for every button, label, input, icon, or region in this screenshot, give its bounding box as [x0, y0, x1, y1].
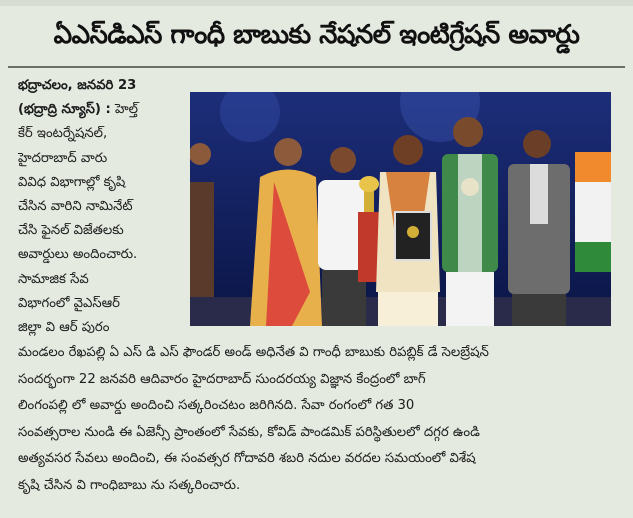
body-line: సందర్భంగా 22 జనవరి ఆదివారం హైదరాబాద్ సుందరయ్య విజ్ఞాన కేంద్రంలో బాగ్ — [18, 371, 426, 387]
lead-first-line — [18, 98, 186, 122]
previous-item-strip — [0, 0, 633, 6]
lead-line: చేసి ఫైనల్ విజేతలకు — [18, 223, 124, 239]
lead-line: విభాగంలో వైఎస్ఆర్ — [18, 295, 121, 311]
award-ceremony-photo — [190, 92, 611, 326]
body-line: అత్యవసర సేవలు అందించి, ఈ సంవత్సర గోదావరి శబరి నదుల వరదల సమయంలో విశేష — [18, 451, 476, 466]
article-body — [18, 340, 621, 499]
lead-line: వివిధ విభాగాల్లో కృషి — [18, 174, 126, 190]
lead-line: జిల్లా వి ఆర్ పురం — [18, 320, 110, 336]
lead-line: హెల్త్ — [115, 102, 138, 118]
lead-line: హైదరాబాద్ వారు — [18, 150, 108, 166]
headline-divider — [8, 66, 625, 68]
lead-line: చేసిన వారిని నామినేట్ — [18, 199, 133, 215]
news-source: (భద్రాద్రి న్యూస్) : — [18, 102, 111, 118]
lead-line: అవార్డులు అందించారు. — [18, 247, 138, 263]
lead-column — [18, 74, 186, 340]
dateline: భద్రాచలం, జనవరి 23 — [18, 78, 137, 93]
body-line: మండలం రేఖపల్లి ఏ ఎస్ డి ఎస్ ఫౌండర్ అండ్ అధినేత వి గాంధీ బాబుకు రిపబ్లిక్ డే సెలబ్రేషన్ — [18, 345, 489, 360]
body-line: కృషి చేసిన వి గాంధిబాబు ను సత్కరించారు. — [18, 477, 241, 493]
lead-line: సామాజిక సేవ — [18, 271, 89, 287]
body-line: లింగంపల్లి లో అవార్డు అందించి సత్కరించటం జరిగినది. సేవా రంగంలో గత 30 — [18, 398, 415, 413]
article-headline: ఏఎస్‌డిఎస్ గాంధీ బాబుకు నేషనల్ ఇంటిగ్రేషన్ అవార్డు — [53, 20, 580, 50]
dateline-row — [18, 74, 186, 98]
lead-line: కేర్ ఇంటర్నేషనల్, — [18, 126, 108, 142]
body-line: సంవత్సరాల నుండి ఈ ఏజెన్సీ ప్రాంతంలో సేవకు, కోవిడ్ పాండమిక్ పరిస్థితులలో దగ్గర ఉండి — [18, 424, 480, 440]
